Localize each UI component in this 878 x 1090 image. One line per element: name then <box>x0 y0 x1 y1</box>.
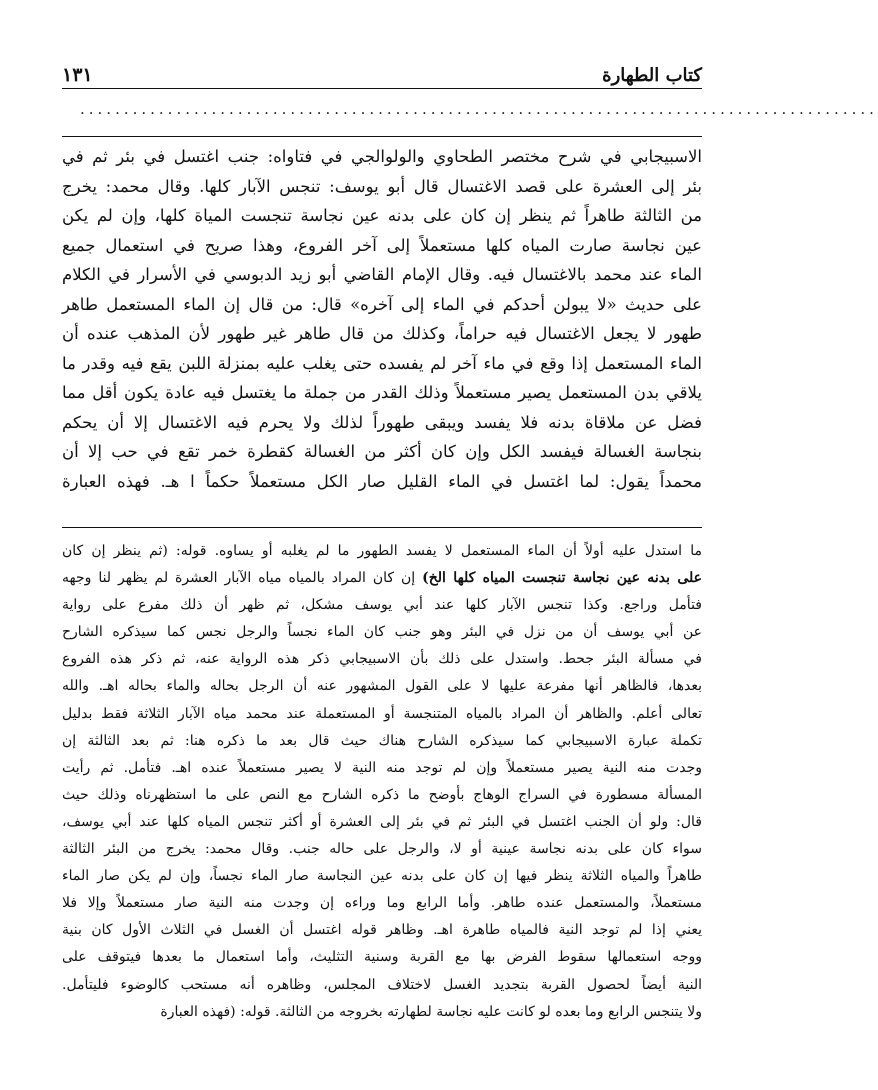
commentary-line <box>62 592 702 619</box>
commentary-line <box>62 917 702 944</box>
main-text-line: محمداً يقول: لما اغتسل في الماء القليل صار الكل مستعملاً حكماً ا هـ. فهذه العبارة <box>62 471 702 491</box>
main-text-line: من الثالثة طاهراً ثم ينظر إن كان على بدنه عين نجاسة تنجست المياة كلها، وإن لم يكن <box>62 206 702 225</box>
main-text-line: فضل عن ملاقاة بدنه فلا يفسد ويبقى طهوراً لذلك ولا يحرم فيه الاغتسال إلا أن يحكم <box>62 412 702 432</box>
commentary-line <box>62 646 702 673</box>
commentary-text: فتأمل وراجع. وكذا تنجس الآبار كلها عند أبي يوسف مشكل، ثم ظهر أن ذلك مفرع على رواية <box>62 597 702 614</box>
commentary-line <box>62 999 702 1026</box>
commentary-text: تعالى أعلم. والظاهر أن المراد بالمياه المتنجسة أو المستعملة عند محمد مياه الآبار الثلاثة فقط بدليل <box>62 705 702 722</box>
main-text <box>62 142 702 496</box>
main-text-line: الماء عند محمد بالاغتسال فيه. وقال الإمام القاضي أبو زيد الدبوسي في الأسرار في الكلام <box>62 265 702 284</box>
commentary <box>62 538 702 1026</box>
quoted-phrase: على بدنه عين نجاسة تنجست المياه كلها الخ) <box>422 570 702 587</box>
main-text-line: على حديث «لا يبولن أحدكم في الماء إلى آخره» قال: من قال إن الماء المستعمل طاهر <box>62 294 702 314</box>
commentary-text: سواء كان على بدنه نجاسة عينية أو لا، والرجل على حاله جنب. وقال محمد: يخرج من البئر الثالثة <box>62 841 702 858</box>
main-text-line: بئر إلى العشرة على قصد الاغتسال قال أبو يوسف: تنجس الآبار كلها. وقال محمد: يخرج <box>62 176 702 196</box>
commentary-text: ما استدل عليه أولاً أن الماء المستعمل لا يفسد الطهور ما لم يغلبه أو يساوه. قوله: (ثم ينظر إن كان <box>62 543 702 559</box>
commentary-line <box>62 944 702 971</box>
commentary-line <box>62 863 702 890</box>
commentary-text: في مسألة البئر جحط. واستدل على ذلك بأن الاسبيجابي ذكر هذه الرواية عنه، ثم ذكر هذه الفروع <box>62 651 702 668</box>
commentary-text: يعني إذا لم توجد النية فالمياه طاهرة اهـ. وظاهر قوله اغتسل أن الغسل في الثلاث الأول كان بنية <box>62 922 702 939</box>
commentary-text: إن كان المراد بالمياه مياه الآبار العشرة لم يظهر لنا وجهه <box>62 570 423 587</box>
commentary-line <box>62 782 702 809</box>
commentary-line <box>62 565 702 592</box>
main-text-line: الاسبيجابي في شرح مختصر الطحاوي والولوالجي في فتاواه: جنب اغتسل في بئر ثم في <box>62 147 702 166</box>
commentary-line <box>62 728 702 755</box>
main-text-line: عين نجاسة صارت المياه كلها مستعملاً إلى آخر الفروع، وهذا صريح في استعمال جميع <box>62 235 702 255</box>
book-page <box>62 52 878 1072</box>
commentary-text: قال: ولو أن الجنب اغتسل في البئر ثم في بئر إلى العشرة أو أكثر تنجس المياه كلها عند أبي يوسف، <box>62 813 702 830</box>
commentary-text: تكملة عبارة الاسبيجابي كما سيذكره الشارح هناك حيث قال بعد ما ذكره هنا: ثم بعد الثالثة إن <box>62 732 702 749</box>
main-text-line: يلاقي بدن المستعمل يصير مستعملاً وذلك القدر من جملة ما يغتسل فيه عادة يكون أقل مما <box>62 383 702 402</box>
commentary-line <box>62 972 702 999</box>
commentary-text: وجدت منه النية يصير مستعملاً وإن لم توجد منه النية لا يصير مستعملاً عنده اهـ. فتأمل. ثم رأيت <box>62 759 702 776</box>
commentary-text: عن أبي يوسف أن من نزل في البئر وهو جنب كان الماء نجساً والرجل نجس كما سيذكره الشارح <box>62 624 702 641</box>
main-text-divider <box>62 136 702 137</box>
main-text-line: بنجاسة الغسالة فيفسد الكل وإن كان أكثر من الغسالة كقطرة خمر تقع في حب إلا أن <box>62 442 702 461</box>
commentary-line <box>62 701 702 728</box>
page-number: ١٣١ <box>62 64 93 86</box>
commentary-text: المسألة مسطورة في السراج الوهاج بأوضح ما ذكره الشارح مع النص على ما استظهرناه وذلك حيث <box>62 786 702 803</box>
commentary-divider <box>62 527 702 528</box>
dotted-separator: ........................................................................................... <box>80 100 878 118</box>
commentary-text: النية أيضاً لحصول القربة بتجديد الغسل لاختلاف المجلس، وظاهره أنه مستحب كالوضوء فليتأمل. <box>62 976 702 993</box>
chapter-title: كتاب الطهارة <box>602 65 702 86</box>
commentary-text: طاهراً والمياه الثلاثة ينظر فيها إن كان على بدنه عين النجاسة صار الماء نجساً، وإن لم يكن صار الماء <box>62 868 702 885</box>
commentary-text: مستعملاً، والمستعمل عنده طاهر. وأما الرابع وما وراءه إن وجدت منه النية صار مستعملاً وإلا فلا <box>62 895 702 912</box>
commentary-text: بعدها، فالظاهر أنها مفرعة عليها لا على القول المشهور عنه أن الرجل بحاله والماء بحاله اهـ. والله <box>62 678 702 695</box>
commentary-line <box>62 538 702 565</box>
commentary-line <box>62 619 702 646</box>
commentary-text: ولا يتنجس الرابع وما بعده لو كانت عليه نجاسة لطهارته بخروجه من الثالثة. قوله: (فهذه العبارة <box>160 1003 702 1020</box>
commentary-line <box>62 809 702 836</box>
commentary-line <box>62 673 702 700</box>
commentary-text: ووجه استعمالها سقوط الفرض بها مع القربة وسنية التثليث، وأما استعمال ما بعدها فيتوقف على <box>62 949 702 966</box>
header-divider <box>62 88 702 89</box>
commentary-line <box>62 890 702 917</box>
commentary-line <box>62 836 702 863</box>
page-header <box>62 58 702 86</box>
main-text-line: طهور لا يجعل الاغتسال فيه حراماً، وكذلك من قال طاهر غير طهور لأن المذهب عنده أن <box>62 324 702 343</box>
main-text-line: الماء المستعمل إذا وقع في ماء آخر لم يفسده حتى يغلب عليه بمنزلة اللبن يقع فيه وقدر ما <box>62 353 702 373</box>
commentary-line <box>62 755 702 782</box>
